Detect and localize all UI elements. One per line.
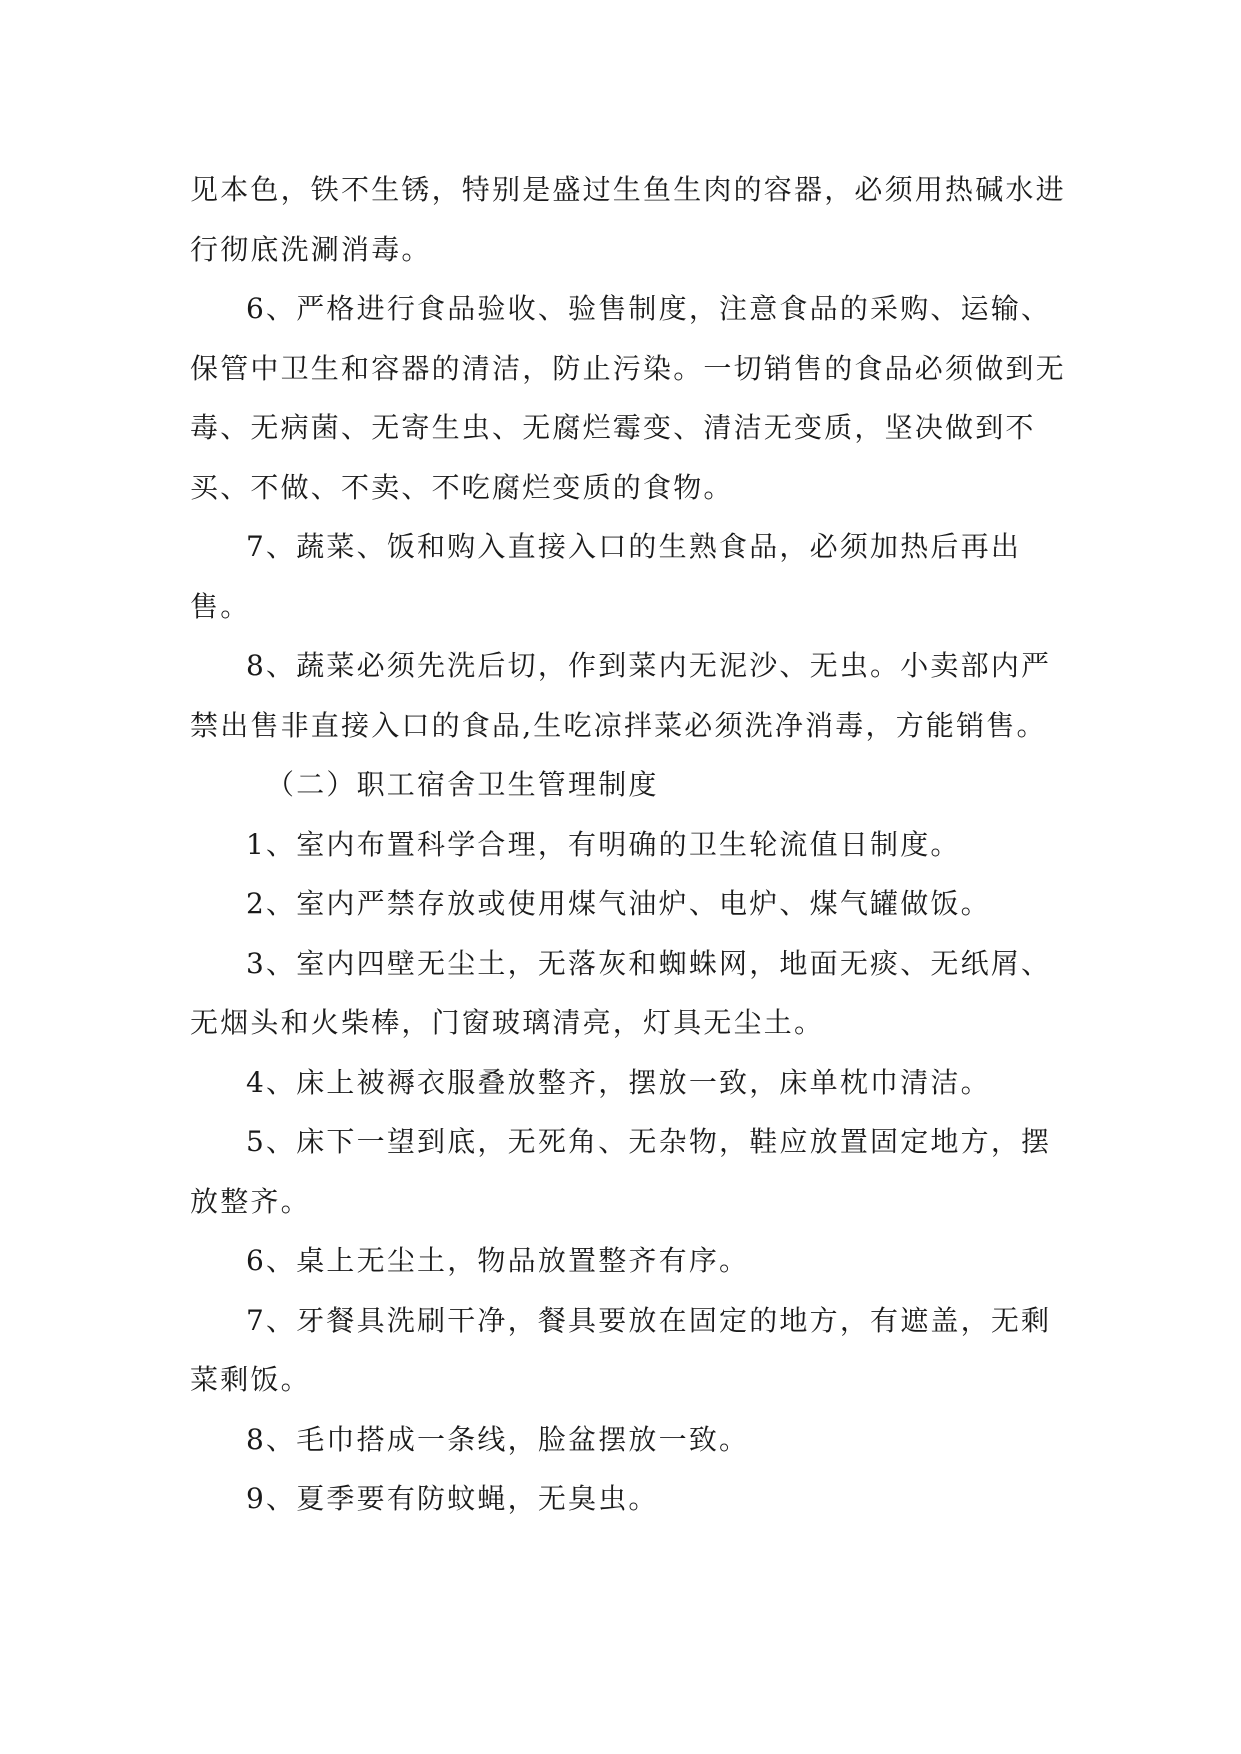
dorm-rule-5: 5、床下一望到底，无死角、无杂物，鞋应放置固定地方，摆放整齐。 bbox=[190, 1125, 1052, 1218]
document-body bbox=[190, 160, 1070, 1529]
dorm-rule-7: 7、牙餐具洗刷干净，餐具要放在固定的地方，有遮盖，无剩菜剩饭。 bbox=[190, 1303, 1052, 1396]
dorm-rule-3: 3、室内四壁无尘土，无落灰和蜘蛛网，地面无痰、无纸屑、无烟头和火柴棒，门窗玻璃清亮，灯具无尘土。 bbox=[190, 946, 1052, 1039]
paragraph-item-7: 7、蔬菜、饭和购入直接入口的生熟食品，必须加热后再出售。 bbox=[190, 530, 1022, 623]
paragraph-item-6: 6、严格进行食品验收、验售制度，注意食品的采购、运输、保管中卫生和容器的清洁，防止污染。一切销售的食品必须做到无毒、无病菌、无寄生虫、无腐烂霉变、清洁无变质，坚决做到不买、不做、不卖、不吃腐烂变质的食物。 bbox=[190, 292, 1066, 504]
dorm-rule-8: 8、毛巾搭成一条线，脸盆摆放一致。 bbox=[246, 1422, 750, 1456]
dorm-rule-2: 2、室内严禁存放或使用煤气油炉、电炉、煤气罐做饭。 bbox=[246, 887, 991, 920]
dorm-rule-1: 1、室内布置科学合理，有明确的卫生轮流值日制度。 bbox=[246, 827, 961, 861]
paragraph-item-8: 8、蔬菜必须先洗后切，作到菜内无泥沙、无虫。小卖部内严禁出售非直接入口的食品,生吃凉拌菜必须洗净消毒，方能销售。 bbox=[190, 649, 1052, 742]
dorm-rule-6: 6、桌上无尘土，物品放置整齐有序。 bbox=[246, 1244, 750, 1277]
dorm-rule-4: 4、床上被褥衣服叠放整齐，摆放一致，床单枕巾清洁。 bbox=[246, 1065, 991, 1099]
paragraph-continuation: 见本色，铁不生锈，特别是盛过生鱼生肉的容器，必须用热碱水进行彻底洗涮消毒。 bbox=[190, 173, 1066, 266]
dorm-rule-9: 9、夏季要有防蚊蝇，无臭虫。 bbox=[246, 1482, 659, 1515]
section-heading: （二）职工宿舍卫生管理制度 bbox=[266, 768, 659, 801]
